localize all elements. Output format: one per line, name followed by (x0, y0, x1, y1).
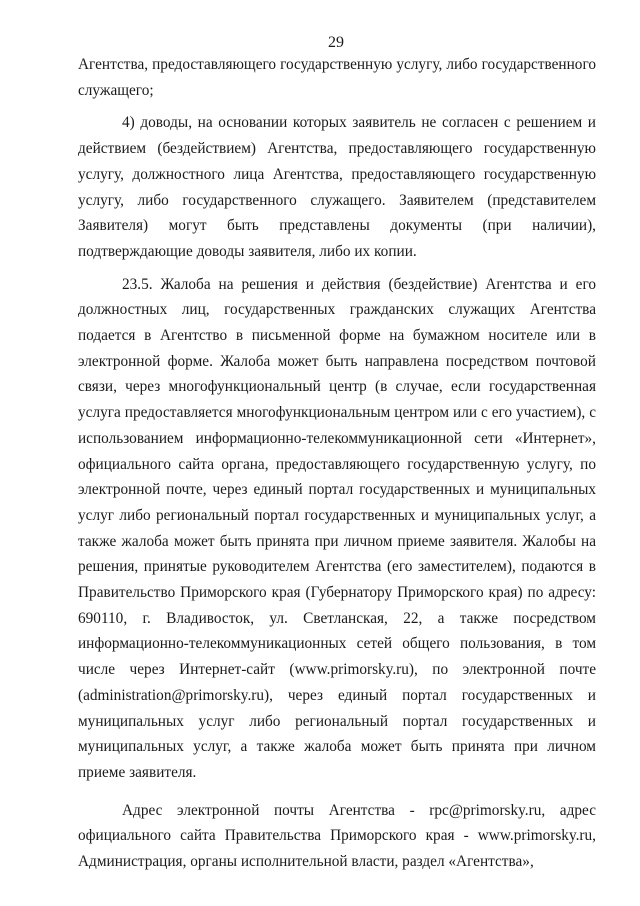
paragraph-contacts: Адрес электронной почты Агентства - rpc@primorsky.ru, адрес официального сайта Правительства Приморского края - www.primorsky.ru, Администрация, органы исполнительной власти, раздел «Агентства», (78, 801, 596, 871)
paragraph-23-5: 23.5. Жалоба на решения и действия (бездействие) Агентства и его должностных лиц, государственных гражданских служащих Агентства подается в Агентство в письменной форме на бумажном носителе или в электронной форме. Жалоба может быть направлена посредством почтовой связи, через многофункциональный центр (в случае, если государственная услуга предоставляется многофункциональным центром или с его участием), с использованием информационно-телекоммуникационной сети «Интернет», официального сайта органа, предоставляющего государственную услугу, по электронной почте, через единый портал государственных и муниципальных услуг либо региональный портал государственных и муниципальных услуг, а также жалоба может быть принята при личном приеме заявителя. Жалобы на решения, принятые руководителем Агентства (его заместителем), подаются в Правительство Приморского края (Губернатору Приморского края) по адресу: 690110, г. Владивосток, ул. Светланская, 22, а также посредством информационно-телекоммуникационных сетей общего пользования, в том числе через Интернет-сайт (www.primorsky.ru), по электронной почте (administration@primorsky.ru), через единый портал государственных и муниципальных услуг либо региональный портал государственных и муниципальных услуг, а также жалоба может быть принята при личном приеме заявителя. (78, 275, 596, 781)
page-number: 29 (328, 34, 344, 51)
paragraph-continuation: Агентства, предоставляющего государственную услугу, либо государственного служащего; (78, 56, 596, 99)
document-body (78, 52, 596, 875)
paragraph-item-4: 4) доводы, на основании которых заявитель не согласен с решением и действием (бездействием) Агентства, предоставляющего государственную услугу, должностного лица Агентства, предоставляющего государственную услугу, либо государственного служащего. Заявителем (представителем Заявителя) могут быть представлены документы (при наличии), подтверждающие доводы заявителя, либо их копии. (78, 114, 596, 260)
